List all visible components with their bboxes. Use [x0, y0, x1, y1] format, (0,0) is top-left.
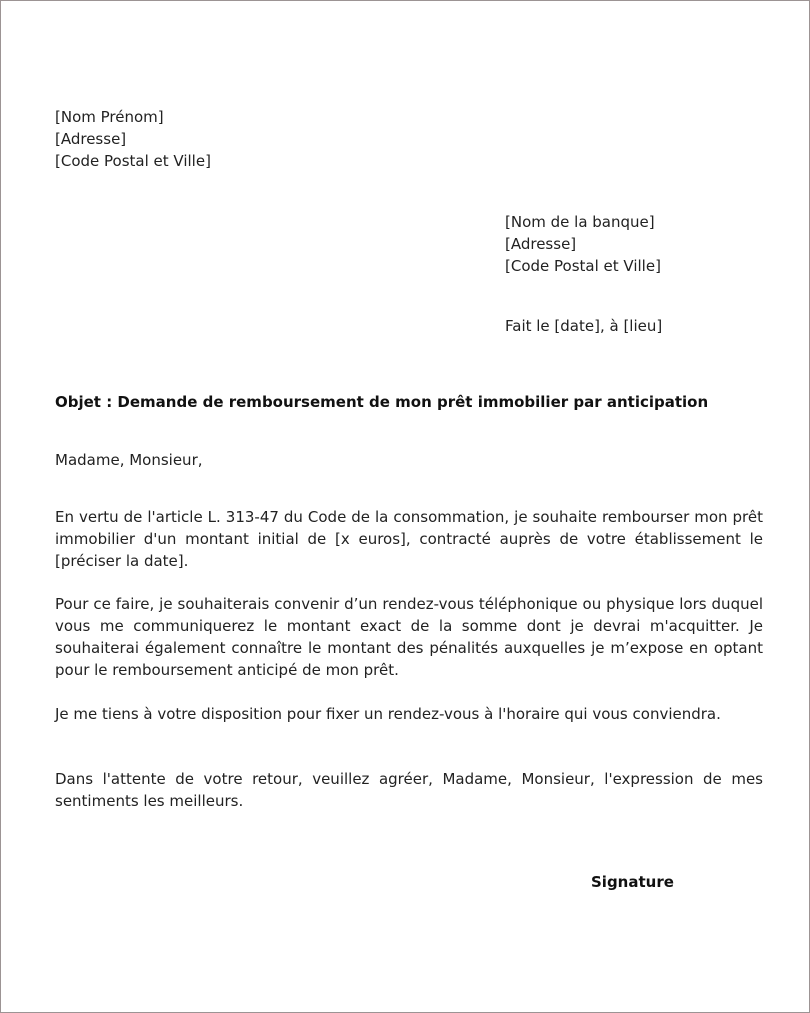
recipient-address: [Adresse]	[505, 235, 577, 253]
date-place: Fait le [date], à [lieu]	[505, 317, 663, 335]
signature: Signature	[591, 873, 674, 891]
sender-address: [Adresse]	[55, 130, 127, 148]
paragraph-1: En vertu de l'article L. 313-47 du Code de la consommation, je souhaite rembourser mon prêt immobilier d'un montant initial de [x euros], contracté auprès de votre établissement le [préciser la date].	[55, 508, 763, 570]
salutation: Madame, Monsieur,	[55, 451, 203, 469]
subject-line: Objet : Demande de remboursement de mon prêt immobilier par anticipation	[55, 393, 709, 411]
recipient-block	[505, 211, 661, 277]
sender-name: [Nom Prénom]	[55, 108, 164, 126]
sender-city: [Code Postal et Ville]	[55, 152, 211, 170]
paragraph-2: Pour ce faire, je souhaiterais convenir d’un rendez-vous téléphonique ou physique lors duquel vous me communiquerez le montant exact de la somme dont je devrai m'acquitter. Je souhaiterai également connaître le montant des pénalités auxquelles je m’expose en optant pour le remboursement anticipé de mon prêt.	[55, 595, 763, 679]
paragraph-3: Je me tiens à votre disposition pour fixer un rendez-vous à l'horaire qui vous conviendra.	[55, 705, 721, 723]
paragraph-4: Dans l'attente de votre retour, veuillez agréer, Madame, Monsieur, l'expression de mes sentiments les meilleurs.	[55, 770, 763, 810]
recipient-bank: [Nom de la banque]	[505, 213, 655, 231]
sender-block	[55, 106, 211, 172]
recipient-city: [Code Postal et Ville]	[505, 257, 661, 275]
